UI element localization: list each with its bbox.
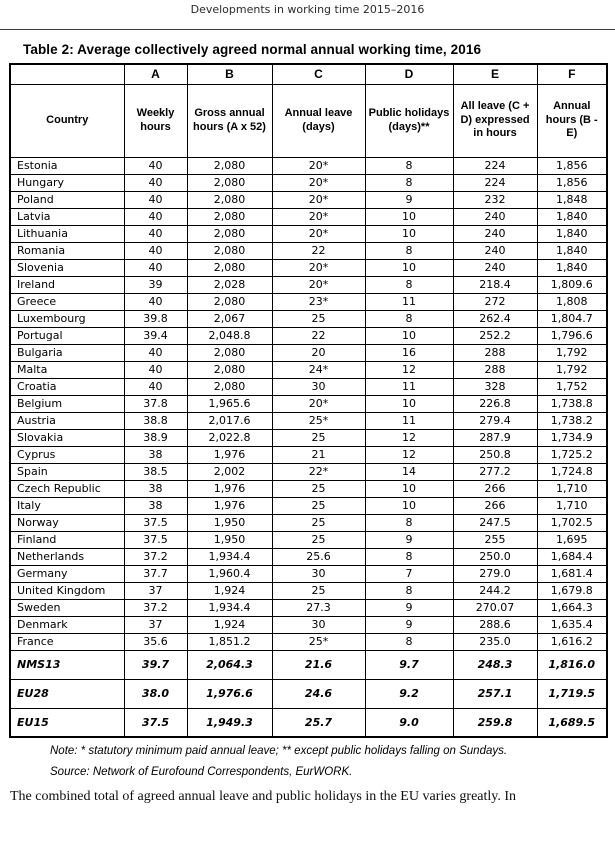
cell-value: 39.8 (124, 310, 187, 327)
cell-value: 2,064.3 (187, 650, 272, 679)
cell-value: 8 (365, 174, 453, 191)
cell-value: 240 (453, 242, 537, 259)
cell-value: 40 (124, 225, 187, 242)
cell-value: 259.8 (453, 708, 537, 737)
cell-value: 1,616.2 (537, 633, 607, 650)
cell-country: Poland (10, 191, 124, 208)
cell-value: 9.7 (365, 650, 453, 679)
cell-country: Slovenia (10, 259, 124, 276)
cell-country: Norway (10, 514, 124, 531)
cell-value: 38 (124, 497, 187, 514)
table-row (10, 565, 607, 582)
cell-value: 1,934.4 (187, 548, 272, 565)
cell-value: 37 (124, 582, 187, 599)
cell-value: 224 (453, 174, 537, 191)
cell-value: 20* (272, 395, 365, 412)
cell-value: 1,840 (537, 259, 607, 276)
cell-country: Greece (10, 293, 124, 310)
cell-value: 11 (365, 412, 453, 429)
cell-value: 25 (272, 514, 365, 531)
cell-value: 1,924 (187, 616, 272, 633)
cell-value: 1,725.2 (537, 446, 607, 463)
cell-value: 1,681.4 (537, 565, 607, 582)
cell-value: 1,792 (537, 344, 607, 361)
column-letter-cell: F (537, 64, 607, 84)
table-row (10, 174, 607, 191)
cell-value: 8 (365, 582, 453, 599)
column-header-annual-leave: Annual leave (days) (272, 84, 365, 157)
cell-value: 1,719.5 (537, 679, 607, 708)
cell-country: France (10, 633, 124, 650)
cell-value: 40 (124, 174, 187, 191)
cell-country: Croatia (10, 378, 124, 395)
cell-country: Portugal (10, 327, 124, 344)
cell-value: 272 (453, 293, 537, 310)
cell-value: 1,804.7 (537, 310, 607, 327)
cell-value: 14 (365, 463, 453, 480)
cell-value: 40 (124, 259, 187, 276)
cell-value: 2,080 (187, 174, 272, 191)
cell-value: 37.5 (124, 708, 187, 737)
cell-country: EU28 (10, 679, 124, 708)
table-row (10, 480, 607, 497)
table-row (10, 259, 607, 276)
cell-value: 2,080 (187, 293, 272, 310)
table-title: Table 2: Average collectively agreed normal annual working time, 2016 (23, 42, 482, 57)
cell-value: 16 (365, 344, 453, 361)
cell-value: 218.4 (453, 276, 537, 293)
cell-value: 8 (365, 514, 453, 531)
cell-value: 252.2 (453, 327, 537, 344)
cell-value: 1,976 (187, 497, 272, 514)
cell-value: 12 (365, 429, 453, 446)
cell-value: 10 (365, 395, 453, 412)
cell-value: 1,934.4 (187, 599, 272, 616)
cell-value: 270.07 (453, 599, 537, 616)
cell-value: 1,702.5 (537, 514, 607, 531)
cell-country: United Kingdom (10, 582, 124, 599)
cell-country: EU15 (10, 708, 124, 737)
cell-value: 20* (272, 208, 365, 225)
cell-value: 40 (124, 344, 187, 361)
cell-value: 10 (365, 497, 453, 514)
cell-country: Romania (10, 242, 124, 259)
cell-value: 21.6 (272, 650, 365, 679)
table-row (10, 582, 607, 599)
cell-value: 328 (453, 378, 537, 395)
cell-value: 39 (124, 276, 187, 293)
cell-value: 1,738.2 (537, 412, 607, 429)
cell-value: 39.4 (124, 327, 187, 344)
column-letter-cell (10, 64, 124, 84)
summary-row (10, 650, 607, 679)
cell-value: 9.2 (365, 679, 453, 708)
table-row (10, 327, 607, 344)
cell-value: 1,848 (537, 191, 607, 208)
cell-value: 2,048.8 (187, 327, 272, 344)
cell-value: 257.1 (453, 679, 537, 708)
summary-row (10, 708, 607, 737)
cell-value: 224 (453, 157, 537, 174)
cell-value: 288 (453, 361, 537, 378)
cell-value: 20 (272, 344, 365, 361)
cell-value: 38.0 (124, 679, 187, 708)
cell-value: 25.7 (272, 708, 365, 737)
cell-value: 37.5 (124, 514, 187, 531)
cell-value: 240 (453, 259, 537, 276)
cell-value: 1,689.5 (537, 708, 607, 737)
cell-value: 38 (124, 446, 187, 463)
column-header-row (10, 84, 607, 157)
cell-value: 25 (272, 497, 365, 514)
table-row (10, 429, 607, 446)
table-row (10, 446, 607, 463)
table-head (10, 64, 607, 157)
cell-value: 10 (365, 327, 453, 344)
cell-value: 1,976.6 (187, 679, 272, 708)
cell-value: 1,949.3 (187, 708, 272, 737)
cell-value: 255 (453, 531, 537, 548)
cell-value: 1,851.2 (187, 633, 272, 650)
column-letter-cell: E (453, 64, 537, 84)
cell-value: 2,028 (187, 276, 272, 293)
cell-value: 2,017.6 (187, 412, 272, 429)
cell-value: 1,924 (187, 582, 272, 599)
column-header-annual-hours: Annual hours (B - E) (537, 84, 607, 157)
cell-country: Slovakia (10, 429, 124, 446)
cell-value: 250.8 (453, 446, 537, 463)
table-row (10, 531, 607, 548)
cell-value: 2,080 (187, 191, 272, 208)
cell-value: 1,752 (537, 378, 607, 395)
table-row (10, 514, 607, 531)
cell-value: 1,710 (537, 497, 607, 514)
cell-value: 37.5 (124, 531, 187, 548)
cell-country: Spain (10, 463, 124, 480)
cell-value: 38.9 (124, 429, 187, 446)
column-header-public-holidays: Public holidays (days)** (365, 84, 453, 157)
cell-value: 37.2 (124, 548, 187, 565)
cell-country: Czech Republic (10, 480, 124, 497)
cell-value: 1,809.6 (537, 276, 607, 293)
table-row (10, 242, 607, 259)
table-row (10, 616, 607, 633)
cell-value: 2,080 (187, 157, 272, 174)
cell-value: 30 (272, 565, 365, 582)
cell-value: 20* (272, 276, 365, 293)
cell-value: 21 (272, 446, 365, 463)
table-source: Source: Network of Eurofound Correspondents, EurWORK. (50, 766, 353, 779)
cell-value: 25 (272, 582, 365, 599)
cell-country: Luxembourg (10, 310, 124, 327)
table-row (10, 497, 607, 514)
cell-value: 40 (124, 378, 187, 395)
column-letter-cell: D (365, 64, 453, 84)
cell-value: 277.2 (453, 463, 537, 480)
cell-country: Denmark (10, 616, 124, 633)
cell-value: 30 (272, 616, 365, 633)
cell-value: 247.5 (453, 514, 537, 531)
table-row (10, 225, 607, 242)
column-letter-cell: B (187, 64, 272, 84)
cell-value: 2,002 (187, 463, 272, 480)
cell-value: 2,080 (187, 378, 272, 395)
cell-value: 8 (365, 242, 453, 259)
cell-value: 8 (365, 276, 453, 293)
cell-value: 24* (272, 361, 365, 378)
cell-value: 24.6 (272, 679, 365, 708)
cell-value: 25 (272, 429, 365, 446)
cell-value: 25* (272, 412, 365, 429)
cell-value: 12 (365, 361, 453, 378)
table-row (10, 361, 607, 378)
cell-value: 20* (272, 174, 365, 191)
cell-country: Germany (10, 565, 124, 582)
cell-value: 9 (365, 599, 453, 616)
table-row (10, 548, 607, 565)
cell-value: 279.0 (453, 565, 537, 582)
table-row (10, 276, 607, 293)
cell-value: 37.7 (124, 565, 187, 582)
cell-value: 1,950 (187, 514, 272, 531)
cell-value: 266 (453, 497, 537, 514)
cell-value: 288.6 (453, 616, 537, 633)
table-body (10, 157, 607, 737)
cell-value: 8 (365, 157, 453, 174)
cell-value: 20* (272, 157, 365, 174)
cell-value: 9 (365, 616, 453, 633)
cell-value: 25 (272, 310, 365, 327)
cell-country: Malta (10, 361, 124, 378)
table-row (10, 293, 607, 310)
table-row (10, 412, 607, 429)
cell-country: NMS13 (10, 650, 124, 679)
table-row (10, 208, 607, 225)
cell-value: 232 (453, 191, 537, 208)
cell-value: 20* (272, 225, 365, 242)
cell-country: Finland (10, 531, 124, 548)
cell-value: 11 (365, 378, 453, 395)
cell-value: 1,840 (537, 225, 607, 242)
cell-value: 2,080 (187, 225, 272, 242)
body-paragraph: The combined total of agreed annual leave and public holidays in the EU varies greatly. In (10, 789, 517, 805)
cell-value: 287.9 (453, 429, 537, 446)
table-row (10, 395, 607, 412)
cell-value: 1,796.6 (537, 327, 607, 344)
cell-value: 288 (453, 344, 537, 361)
cell-country: Austria (10, 412, 124, 429)
table-row (10, 310, 607, 327)
cell-value: 7 (365, 565, 453, 582)
cell-value: 40 (124, 242, 187, 259)
column-letter-cell: C (272, 64, 365, 84)
cell-value: 2,080 (187, 361, 272, 378)
cell-value: 1,976 (187, 446, 272, 463)
cell-value: 2,022.8 (187, 429, 272, 446)
cell-value: 1,710 (537, 480, 607, 497)
cell-value: 27.3 (272, 599, 365, 616)
cell-value: 1,808 (537, 293, 607, 310)
cell-value: 10 (365, 208, 453, 225)
cell-value: 12 (365, 446, 453, 463)
cell-value: 1,840 (537, 242, 607, 259)
cell-value: 38.5 (124, 463, 187, 480)
table-row (10, 191, 607, 208)
column-letter-row (10, 64, 607, 84)
cell-value: 240 (453, 208, 537, 225)
cell-value: 40 (124, 361, 187, 378)
column-letter-cell: A (124, 64, 187, 84)
cell-value: 2,080 (187, 344, 272, 361)
cell-value: 22 (272, 327, 365, 344)
cell-value: 25 (272, 480, 365, 497)
cell-value: 25.6 (272, 548, 365, 565)
cell-country: Italy (10, 497, 124, 514)
cell-value: 2,080 (187, 208, 272, 225)
cell-value: 266 (453, 480, 537, 497)
cell-value: 235.0 (453, 633, 537, 650)
cell-value: 1,856 (537, 174, 607, 191)
cell-value: 1,684.4 (537, 548, 607, 565)
cell-country: Belgium (10, 395, 124, 412)
cell-value: 2,080 (187, 242, 272, 259)
cell-country: Lithuania (10, 225, 124, 242)
cell-value: 240 (453, 225, 537, 242)
table-row (10, 633, 607, 650)
column-header-all-leave: All leave (C + D) expressed in hours (453, 84, 537, 157)
cell-value: 40 (124, 191, 187, 208)
cell-value: 20* (272, 259, 365, 276)
cell-country: Hungary (10, 174, 124, 191)
column-header-weekly-hours: Weekly hours (124, 84, 187, 157)
cell-value: 226.8 (453, 395, 537, 412)
cell-value: 38.8 (124, 412, 187, 429)
summary-row (10, 679, 607, 708)
cell-value: 30 (272, 378, 365, 395)
table-note: Note: * statutory minimum paid annual leave; ** except public holidays falling on Sundays. (50, 745, 508, 757)
cell-value: 1,816.0 (537, 650, 607, 679)
cell-value: 1,950 (187, 531, 272, 548)
cell-country: Latvia (10, 208, 124, 225)
cell-value: 22* (272, 463, 365, 480)
cell-value: 10 (365, 225, 453, 242)
cell-value: 37.8 (124, 395, 187, 412)
header-rule (0, 29, 615, 30)
cell-value: 40 (124, 157, 187, 174)
table-row (10, 157, 607, 174)
cell-value: 10 (365, 480, 453, 497)
cell-value: 9 (365, 531, 453, 548)
cell-value: 35.6 (124, 633, 187, 650)
cell-value: 250.0 (453, 548, 537, 565)
cell-value: 25* (272, 633, 365, 650)
cell-value: 40 (124, 293, 187, 310)
cell-country: Bulgaria (10, 344, 124, 361)
cell-country: Estonia (10, 157, 124, 174)
cell-value: 1,738.8 (537, 395, 607, 412)
cell-value: 20* (272, 191, 365, 208)
cell-value: 8 (365, 633, 453, 650)
cell-value: 25 (272, 531, 365, 548)
cell-value: 38 (124, 480, 187, 497)
cell-value: 1,840 (537, 208, 607, 225)
cell-value: 11 (365, 293, 453, 310)
cell-value: 10 (365, 259, 453, 276)
cell-value: 279.4 (453, 412, 537, 429)
running-header: Developments in working time 2015–2016 (190, 3, 425, 16)
cell-value: 39.7 (124, 650, 187, 679)
cell-country: Netherlands (10, 548, 124, 565)
cell-value: 244.2 (453, 582, 537, 599)
cell-country: Cyprus (10, 446, 124, 463)
cell-value: 22 (272, 242, 365, 259)
working-time-table (9, 63, 608, 738)
cell-value: 1,635.4 (537, 616, 607, 633)
cell-value: 1,976 (187, 480, 272, 497)
table-row (10, 344, 607, 361)
cell-value: 1,734.9 (537, 429, 607, 446)
cell-value: 1,965.6 (187, 395, 272, 412)
cell-value: 2,080 (187, 259, 272, 276)
cell-value: 40 (124, 208, 187, 225)
cell-value: 8 (365, 548, 453, 565)
cell-value: 262.4 (453, 310, 537, 327)
table-row (10, 463, 607, 480)
cell-value: 1,856 (537, 157, 607, 174)
cell-value: 1,724.8 (537, 463, 607, 480)
cell-value: 8 (365, 310, 453, 327)
column-header-country: Country (10, 84, 124, 157)
cell-value: 9.0 (365, 708, 453, 737)
cell-value: 1,960.4 (187, 565, 272, 582)
column-header-gross-annual-hours: Gross annual hours (A x 52) (187, 84, 272, 157)
cell-value: 248.3 (453, 650, 537, 679)
cell-value: 2,067 (187, 310, 272, 327)
cell-value: 1,792 (537, 361, 607, 378)
cell-value: 1,664.3 (537, 599, 607, 616)
cell-value: 37.2 (124, 599, 187, 616)
cell-value: 1,695 (537, 531, 607, 548)
table-row (10, 599, 607, 616)
cell-value: 37 (124, 616, 187, 633)
table-row (10, 378, 607, 395)
cell-value: 1,679.8 (537, 582, 607, 599)
cell-country: Ireland (10, 276, 124, 293)
cell-country: Sweden (10, 599, 124, 616)
cell-value: 9 (365, 191, 453, 208)
cell-value: 23* (272, 293, 365, 310)
